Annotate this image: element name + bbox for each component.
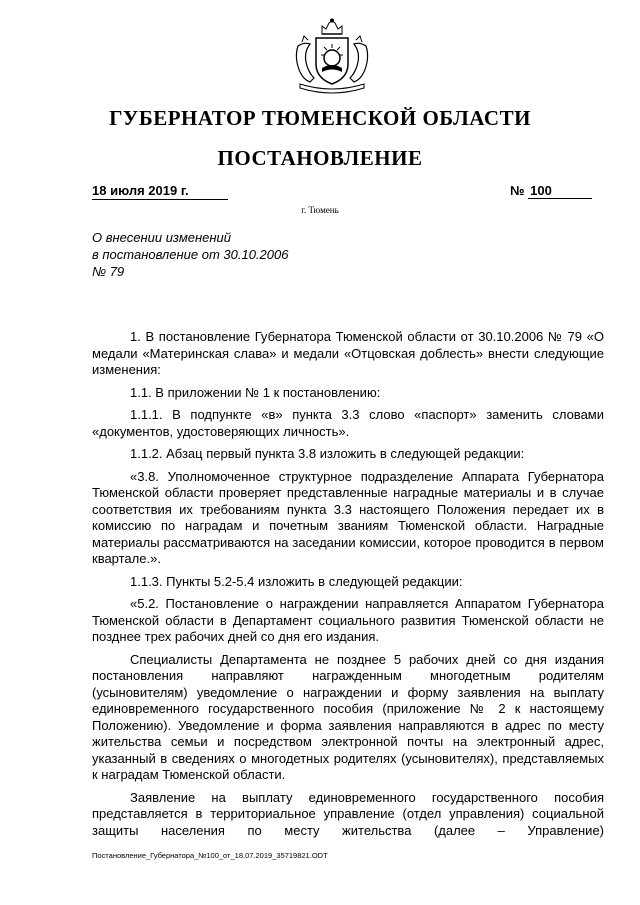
number-prefix: № <box>510 183 525 198</box>
document-number <box>510 183 602 199</box>
paragraph-1: 1. В постановление Губернатора Тюменской области от 30.10.2006 № 79 «О медали «Материнская слава» и медали «Отцовская доблесть» внести следующие изменения: <box>92 329 604 377</box>
paragraph-1-1-1: 1.1.1. В подпункте «в» пункта 3.3 слово «паспорт» заменить словами «документов, удостоверяющих личность». <box>92 407 604 439</box>
coat-of-arms-emblem <box>288 18 376 98</box>
footer-filename: Постановление_Губернатора_№100_от_18.07.2019_35719821.ODT <box>92 851 328 860</box>
document-subject <box>92 229 352 280</box>
paragraph-1-1-3: 1.1.3. Пункты 5.2-5.4 изложить в следующей редакции: <box>130 573 463 589</box>
document-type-title: ПОСТАНОВЛЕНИЕ <box>217 146 423 170</box>
authority-title: ГУБЕРНАТОР ТЮМЕНСКОЙ ОБЛАСТИ <box>109 106 531 130</box>
paragraph-application: Заявление на выплату единовременного государственного пособия представляется в территориальное управление (отдел управления) социальной защиты населения по месту жительства (далее – Управление) <box>92 789 604 838</box>
number-value: 100 <box>528 183 592 199</box>
subject-line-1: О внесении изменений <box>92 230 231 245</box>
paragraph-specialists: Специалисты Департамента не позднее 5 рабочих дней со дня издания постановления направляют награжденным многодетным родителям (усыновителям) уведомление о награждении и форму заявления на выплату единовременного государственного пособия (приложение № 2 к настоящему Положению). Уведомление и форма заявления направляются в адрес по месту жительства семьи и посредством электронной почты на электронный адрес, указанный в сведениях о многодетных родителях (усыновителях), представляемых к наградам Тюменской области. <box>92 651 604 782</box>
paragraph-5-2-quote: «5.2. Постановление о награждении направляется Аппаратом Губернатора Тюменской области в Департамент социального развития Тюменской области не позднее трех рабочих дней со дня его издания. <box>92 596 604 644</box>
subject-line-2: в постановление от 30.10.2006 <box>92 247 289 262</box>
document-date: 18 июля 2019 г. <box>92 183 228 200</box>
paragraph-1-1: 1.1. В приложении № 1 к постановлению: <box>130 384 381 400</box>
paragraph-3-8-quote: «3.8. Уполномоченное структурное подразделение Аппарата Губернатора Тюменской области проверяет представленные наградные материалы и в случае соответствия их требованиям пункта 3.3 настоящего Положения передает их в комиссию по наградам и почетным званиям Тюменской области. Наградные материалы рассматриваются на заседании комиссии, которое проводится в первом квартале.». <box>92 468 604 566</box>
paragraph-1-1-2: 1.1.2. Абзац первый пункта 3.8 изложить в следующей редакции: <box>130 446 525 461</box>
subject-line-3: № 79 <box>92 264 125 279</box>
city-label: г. Тюмень <box>301 205 339 215</box>
document-body <box>92 329 604 845</box>
